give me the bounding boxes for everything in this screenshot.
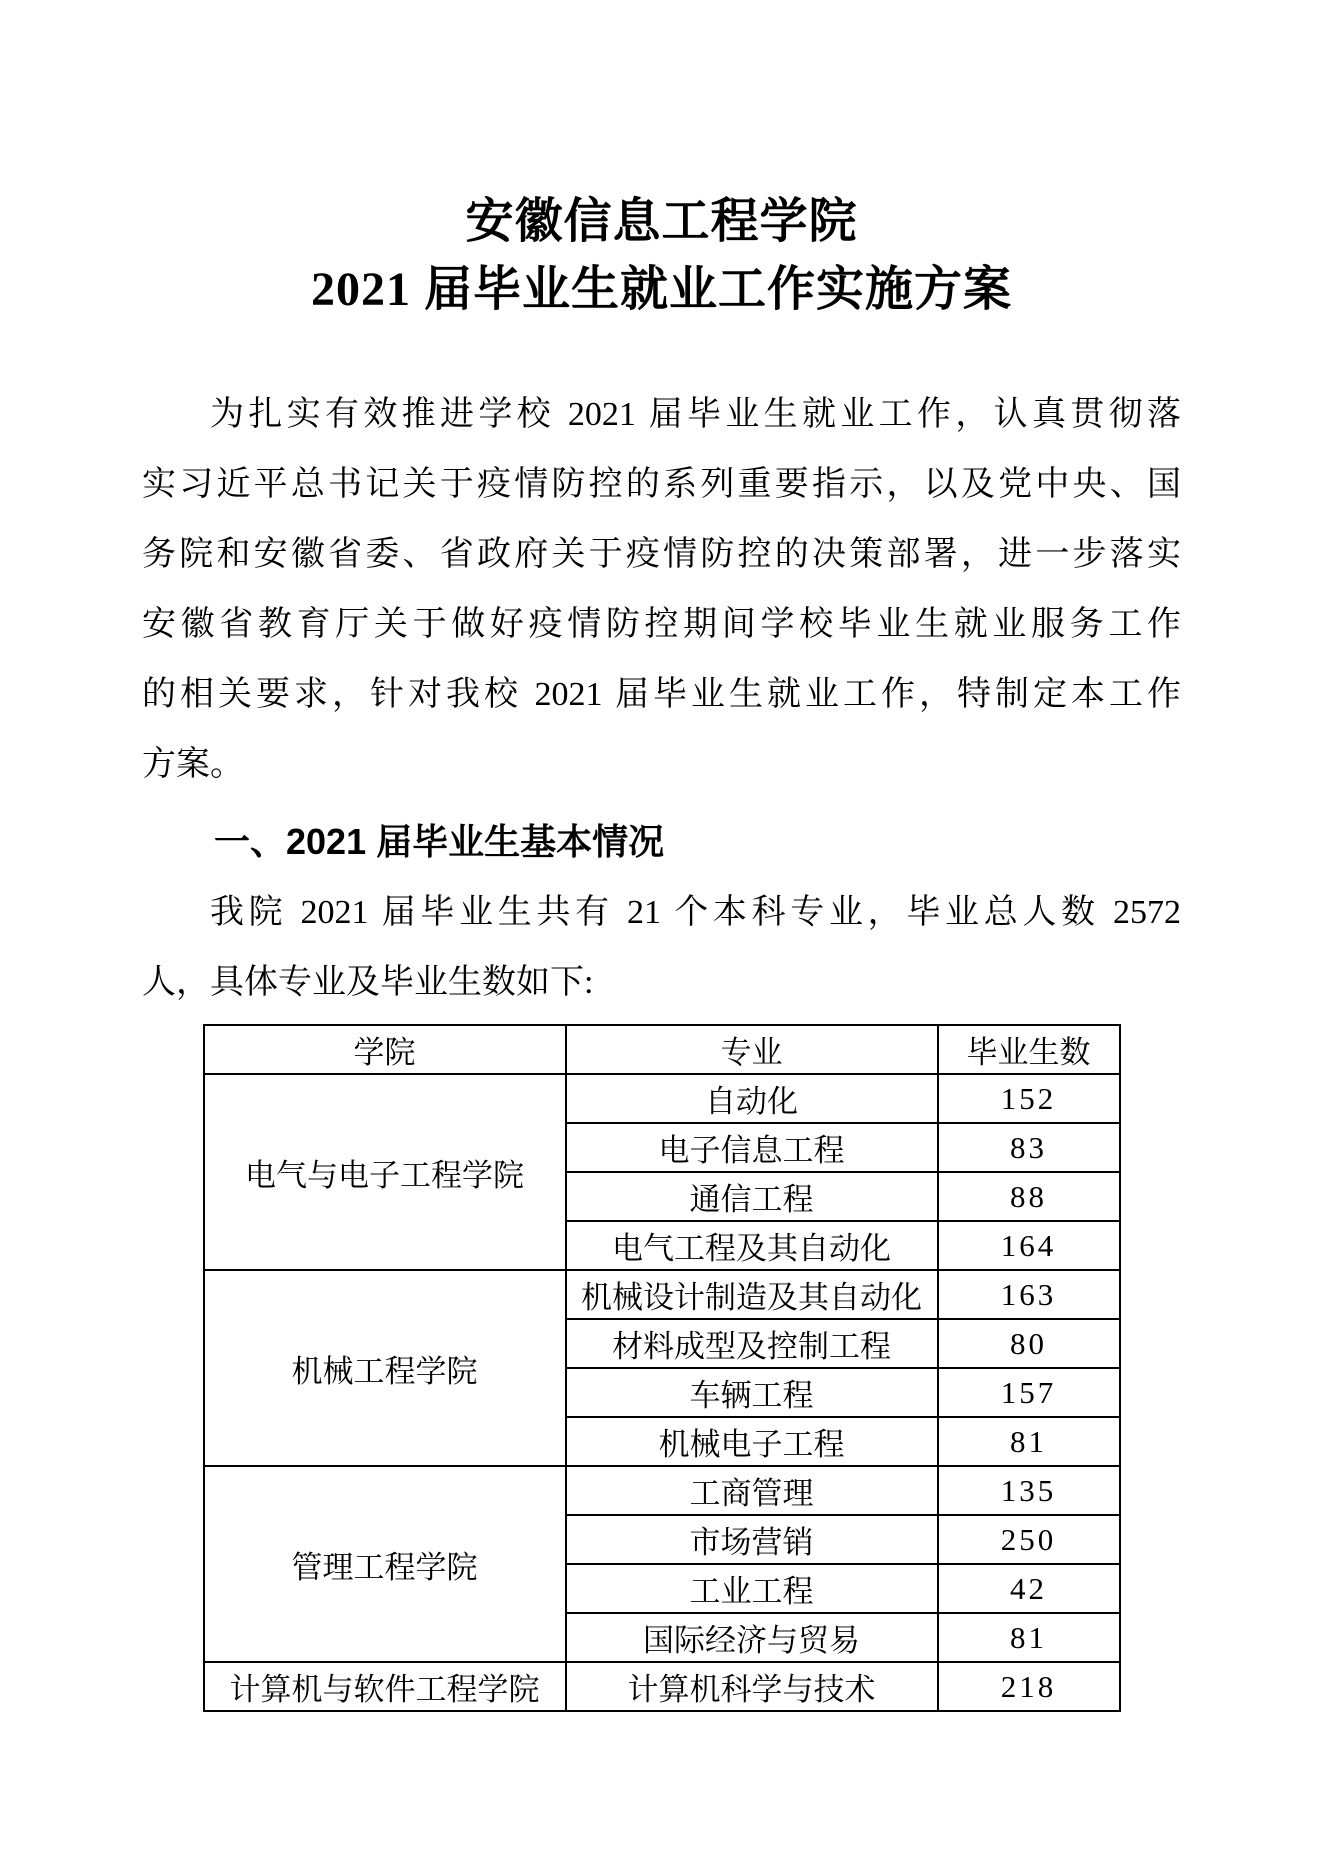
paragraph-line: 为扎实有效推进学校 2021 届毕业生就业工作，认真贯彻落 xyxy=(210,396,1181,433)
paragraph-line: 实习近平总书记关于疫情防控的系列重要指示，以及党中央、国 xyxy=(142,466,1181,503)
college-cell: 机械工程学院 xyxy=(204,1270,566,1466)
count-cell: 81 xyxy=(938,1417,1120,1466)
paragraph-line: 人，具体专业及毕业生数如下: xyxy=(142,964,594,1001)
major-cell: 工商管理 xyxy=(566,1466,938,1515)
header-cell-college: 学院 xyxy=(204,1025,566,1074)
major-cell: 车辆工程 xyxy=(566,1368,938,1417)
count-cell: 83 xyxy=(938,1123,1120,1172)
count-cell: 163 xyxy=(938,1270,1120,1319)
major-cell: 电气工程及其自动化 xyxy=(566,1221,938,1270)
count-cell: 42 xyxy=(938,1564,1120,1613)
major-cell: 国际经济与贸易 xyxy=(566,1613,938,1662)
major-cell: 通信工程 xyxy=(566,1172,938,1221)
count-cell: 250 xyxy=(938,1515,1120,1564)
paragraph-line: 方案。 xyxy=(142,746,244,783)
document-title xyxy=(142,188,1181,324)
title-line-1: 安徽信息工程学院 xyxy=(465,195,858,248)
table-row xyxy=(204,1466,1120,1515)
major-cell: 工业工程 xyxy=(566,1564,938,1613)
graduates-table xyxy=(203,1024,1121,1712)
college-cell: 管理工程学院 xyxy=(204,1466,566,1662)
major-cell: 机械设计制造及其自动化 xyxy=(566,1270,938,1319)
major-cell: 材料成型及控制工程 xyxy=(566,1319,938,1368)
college-cell: 计算机与软件工程学院 xyxy=(204,1662,566,1711)
count-cell: 88 xyxy=(938,1172,1120,1221)
header-cell-major: 专业 xyxy=(566,1025,938,1074)
header-cell-count: 毕业生数 xyxy=(938,1025,1120,1074)
count-cell: 157 xyxy=(938,1368,1120,1417)
paragraph-line: 的相关要求，针对我校 2021 届毕业生就业工作，特制定本工作 xyxy=(142,676,1181,713)
college-cell: 电气与电子工程学院 xyxy=(204,1074,566,1270)
paragraph-line: 安徽省教育厅关于做好疫情防控期间学校毕业生就业服务工作 xyxy=(142,606,1181,643)
count-cell: 164 xyxy=(938,1221,1120,1270)
graduates-table-body xyxy=(204,1074,1120,1711)
count-cell: 152 xyxy=(938,1074,1120,1123)
title-line-2: 2021 届毕业生就业工作实施方案 xyxy=(310,263,1012,316)
count-cell: 80 xyxy=(938,1319,1120,1368)
page-content xyxy=(0,188,1323,1712)
major-cell: 自动化 xyxy=(566,1074,938,1123)
paragraph-line: 务院和安徽省委、省政府关于疫情防控的决策部署，进一步落实 xyxy=(142,536,1181,573)
count-cell: 81 xyxy=(938,1613,1120,1662)
major-cell: 电子信息工程 xyxy=(566,1123,938,1172)
major-cell: 计算机科学与技术 xyxy=(566,1662,938,1711)
table-row xyxy=(204,1074,1120,1123)
major-cell: 市场营销 xyxy=(566,1515,938,1564)
table-row xyxy=(204,1270,1120,1319)
count-cell: 135 xyxy=(938,1466,1120,1515)
table-header-row xyxy=(204,1025,1120,1074)
section-heading: 一、2021 届毕业生基本情况 xyxy=(214,821,665,862)
summary-paragraph xyxy=(142,878,1181,1018)
table-row xyxy=(204,1662,1120,1711)
major-cell: 机械电子工程 xyxy=(566,1417,938,1466)
paragraph-line: 我院 2021 届毕业生共有 21 个本科专业，毕业总人数 2572 xyxy=(210,894,1181,931)
intro-paragraph xyxy=(142,380,1181,800)
count-cell: 218 xyxy=(938,1662,1120,1711)
